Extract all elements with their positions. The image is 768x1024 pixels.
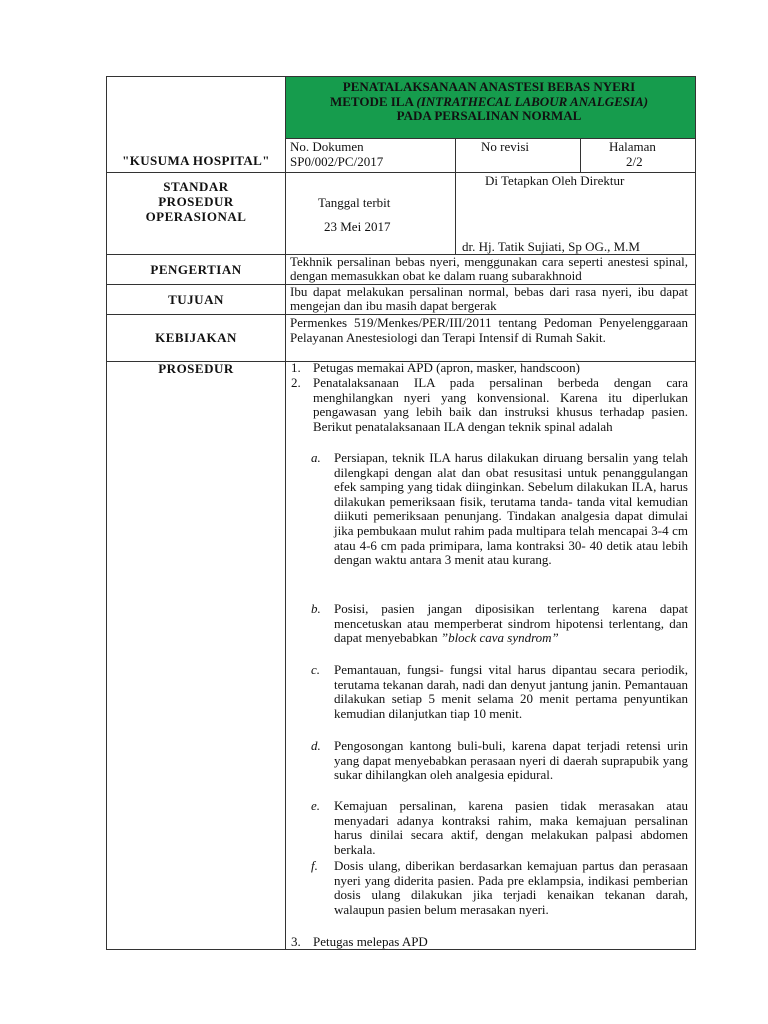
kebijakan-label: KEBIJAKAN bbox=[155, 330, 237, 345]
approved-by: Di Tetapkan Oleh Direktur bbox=[485, 173, 625, 188]
director-name: dr. Hj. Tatik Sujiati, Sp OG., M.M bbox=[462, 239, 640, 254]
page-value: 2/2 bbox=[626, 154, 643, 169]
page-label: Halaman bbox=[609, 139, 656, 154]
title-line-1: PENATALAKSANAAN ANASTESI BEBAS NYERI bbox=[342, 79, 636, 94]
hospital-name: "KUSUMA HOSPITAL" bbox=[122, 153, 270, 168]
prosedur-label: PROSEDUR bbox=[158, 361, 234, 376]
substep-b-letter: b. bbox=[311, 601, 321, 616]
kebijakan-text: Permenkes 519/Menkes/PER/III/2011 tentang Pedoman Penyelenggaraan Pelayanan Anestesiologi dan Terapi Intensif di Rumah Sakit. bbox=[290, 315, 688, 345]
doc-number-value: SP0/002/PC/2017 bbox=[290, 154, 384, 169]
tujuan-label: TUJUAN bbox=[168, 292, 224, 307]
document-title bbox=[284, 80, 694, 124]
title-line-2: METODE ILA (INTRATHECAL LABOUR ANALGESIA) bbox=[329, 93, 649, 109]
revision-label: No revisi bbox=[481, 139, 530, 154]
sop-line-1: STANDAR bbox=[163, 179, 229, 194]
substep-c-letter: c. bbox=[311, 662, 321, 677]
substep-e-text: Kemajuan persalinan, karena pasien tidak merasakan atau menyadari adanya kontraksi rahim, maka kemajuan persalinan harus dinilai secara aktif, dengan melakukan palpasi abdomen berkala. bbox=[334, 798, 688, 857]
issue-date: 23 Mei 2017 bbox=[324, 219, 391, 234]
title-line-3: PADA PERSALINAN NORMAL bbox=[396, 108, 582, 123]
step-2-text: Penatalaksanaan ILA pada persalinan berbeda dengan cara menghilangkan nyeri yang konvensional. Karena itu diperlukan pengawasan yang lebih baik dan instruksi khusus terhadap pasien. Berikut penatalaksanaan ILA dengan teknik spinal adalah bbox=[313, 375, 688, 434]
substep-f-text: Dosis ulang, diberikan berdasarkan kemajuan partus dan perasaan nyeri yang diderita pasien. Pada pre eklampsia, indikasi pemberian dosis ulang dilakukan jika terjadi kenaikan tekanan darah, walaupun pasien belum merasakan nyeri. bbox=[334, 858, 688, 917]
substep-a-letter: a. bbox=[311, 450, 321, 465]
substep-f-letter: f. bbox=[311, 858, 318, 873]
sop-line-3: OPERASIONAL bbox=[145, 209, 247, 224]
step-3-number: 3. bbox=[291, 934, 301, 949]
step-1-number: 1. bbox=[291, 360, 301, 375]
substep-b-text: Posisi, pasien jangan diposisikan terlentang karena dapat mencetuskan atau memperberat sindrom hipotensi terlentang, dan dapat menyebabkan ”block cava syndrom” bbox=[334, 601, 688, 646]
step-1-text: Petugas memakai APD (apron, masker, handscoon) bbox=[313, 360, 581, 375]
step-3-text: Petugas melepas APD bbox=[313, 934, 428, 949]
substep-d-text: Pengosongan kantong buli-buli, karena dapat terjadi retensi urin yang dapat menyebabkan perasaan nyeri di daerah suprapubik yang sukar dihilangkan oleh analgesia epidural. bbox=[334, 738, 688, 783]
issue-date-label: Tanggal terbit bbox=[318, 195, 391, 210]
tujuan-text: Ibu dapat melakukan persalinan normal, bebas dari rasa nyeri, ibu dapat mengejan dan ibu masih dapat bergerak bbox=[290, 284, 688, 313]
step-2-number: 2. bbox=[291, 375, 301, 390]
pengertian-label: PENGERTIAN bbox=[150, 262, 242, 277]
doc-number-label: No. Dokumen bbox=[290, 139, 364, 154]
substep-a-text: Persiapan, teknik ILA harus dilakukan diruang bersalin yang telah dilengkapi dengan alat dan obat resusitasi untuk penanggulangan efek samping yang tidak diinginkan. Sebelum dilakukan ILA, harus dilakukan pemeriksaan fisik, terutama tanda- tanda vital kemudian diikuti pemeriksaan penunjang. Tindakan analgesia dapat dimulai jika pembukaan mulut rahim pada multipara telah mencapai 3-4 cm atau 4-6 cm pada primipara, lama kontraksi 30- 40 detik atau lebih dengan waktu antara 3 menit atau kurang. bbox=[334, 450, 688, 568]
substep-d-letter: d. bbox=[311, 738, 321, 753]
substep-c-text: Pemantauan, fungsi- fungsi vital harus dipantau secara periodik, terutama tekanan darah, nadi dan denyut jantung janin. Pemantauan dilakukan setiap 5 menit selama 20 menit pertama penyuntikan kemudian dilanjutkan tiap 10 menit. bbox=[334, 662, 688, 721]
pengertian-text: Tekhnik persalinan bebas nyeri, menggunakan cara seperti anestesi spinal, dengan memasukkan obat ke dalam ruang subarakhnoid bbox=[290, 254, 688, 283]
substep-e-letter: e. bbox=[311, 798, 321, 813]
sop-line-2: PROSEDUR bbox=[158, 194, 234, 209]
